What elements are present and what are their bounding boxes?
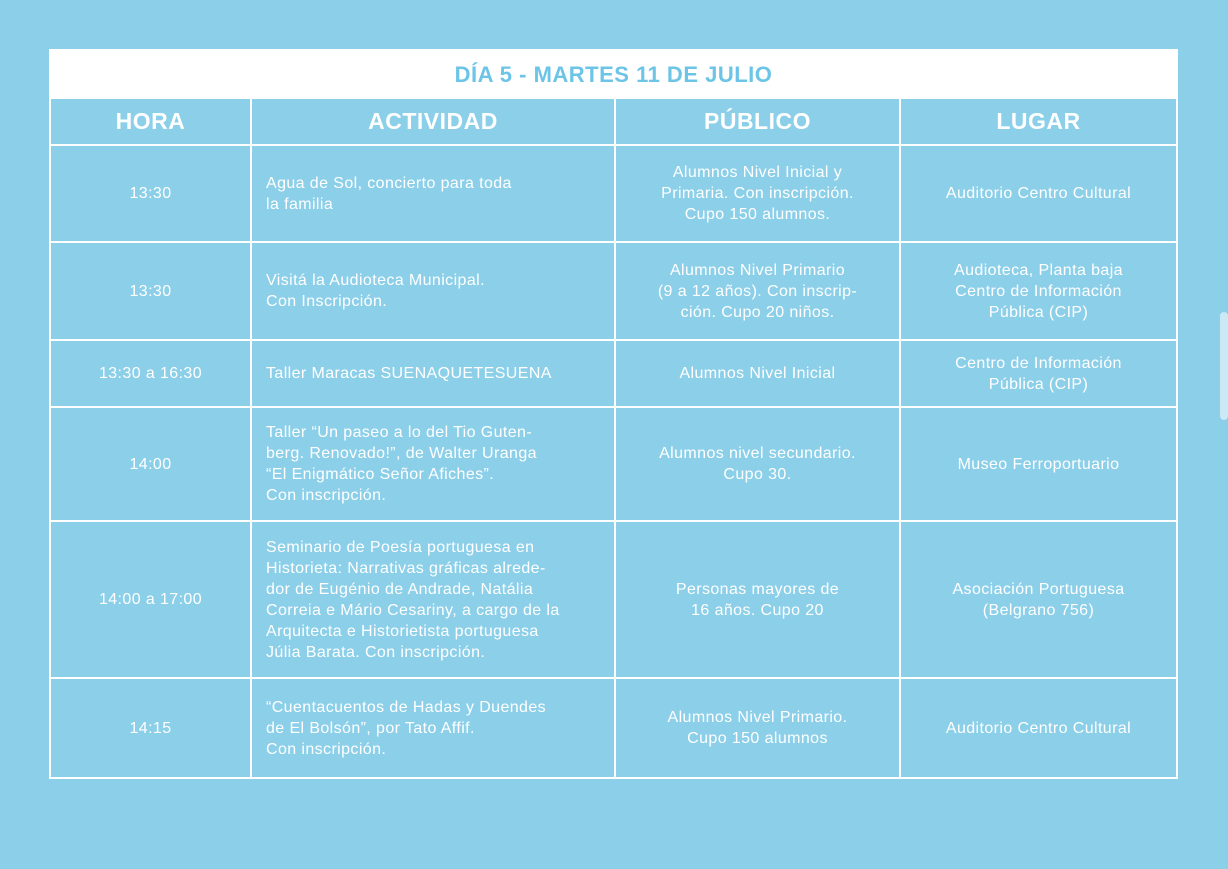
table-row [51,145,1176,242]
cell-actividad-line: Seminario de Poesía portuguesa en [266,538,535,556]
cell-actividad-line: berg. Renovado!”, de Walter Uranga [266,445,537,462]
table-row [51,678,1176,777]
cell-publico [615,521,900,678]
schedule-table-container [49,49,1178,779]
cell-actividad [251,678,615,777]
cell-lugar-line: Centro de Información [955,354,1122,372]
cell-publico-line: 16 años. Cupo 20 [691,601,824,619]
cell-actividad-line: Taller Maracas SUENAQUETESUENA [266,365,552,382]
cell-actividad-line: de El Bolsón”, por Tato Affif. [266,719,475,737]
cell-actividad-line: Taller “Un paseo a lo del Tio Guten- [266,424,533,441]
cell-lugar [900,242,1176,340]
cell-actividad [251,145,615,242]
cell-publico-line: Cupo 150 alumnos [687,730,828,747]
cell-actividad [251,340,615,407]
cell-publico [615,145,900,242]
cell-lugar-line: Auditorio Centro Cultural [945,185,1132,202]
cell-lugar-line: Audioteca, Planta baja [954,261,1123,279]
cell-lugar-line: Pública (CIP) [988,375,1089,393]
cell-lugar-line: Auditorio Centro Cultural [945,719,1132,737]
cell-actividad [251,242,615,340]
cell-actividad-line: Agua de Sol, concierto para toda [266,174,512,192]
cell-hora: 14:00 [51,407,251,521]
header-lugar: LUGAR [900,99,1176,145]
cell-publico-line: Primaria. Con inscripción. [661,185,854,202]
cell-actividad-line: Arquitecta e Historietista portuguesa [266,622,539,640]
cell-hora: 14:15 [51,678,251,777]
cell-lugar [900,340,1176,407]
cell-lugar-line: Centro de Información [955,282,1122,300]
cell-actividad [251,407,615,521]
cell-lugar [900,678,1176,777]
header-hora: HORA [51,99,251,145]
table-row [51,407,1176,521]
cell-lugar [900,145,1176,242]
cell-hora: 13:30 [51,242,251,340]
cell-actividad-line: Con inscripción. [266,487,387,504]
header-row [51,99,1176,145]
cell-actividad-line: Con inscripción. [266,740,387,758]
cell-actividad-line: la familia [266,195,334,213]
cell-publico-line: Alumnos nivel secundario. [659,445,856,462]
header-actividad: ACTIVIDAD [251,99,615,145]
schedule-table [51,99,1176,777]
cell-hora: 13:30 [51,145,251,242]
cell-publico-line: Alumnos Nivel Inicial [679,365,836,382]
cell-publico-line: (9 a 12 años). Con inscrip- [657,282,858,300]
cell-publico-line: Alumnos Nivel Primario [669,261,846,279]
cell-lugar-line: Asociación Portuguesa [952,580,1125,598]
table-row [51,242,1176,340]
cell-actividad-line: Historieta: Narrativas gráficas alrede- [266,559,546,577]
scrollbar[interactable] [1220,312,1228,420]
cell-actividad-line: “El Enigmático Señor Afiches”. [266,466,495,483]
cell-publico-line: Alumnos Nivel Primario. [667,709,848,726]
cell-hora: 14:00 a 17:00 [51,521,251,678]
cell-lugar-line: Museo Ferroportuario [957,455,1120,473]
cell-actividad [251,521,615,678]
cell-hora: 13:30 a 16:30 [51,340,251,407]
cell-publico-line: ción. Cupo 20 niños. [680,303,835,321]
cell-actividad-line: Correia e Mário Cesariny, a cargo de la [266,601,560,619]
cell-lugar [900,407,1176,521]
cell-publico-line: Personas mayores de [675,580,840,598]
cell-publico [615,407,900,521]
cell-publico-line: Cupo 150 alumnos. [684,206,831,223]
cell-publico [615,340,900,407]
cell-publico [615,242,900,340]
cell-actividad-line: “Cuentacuentos de Hadas y Duendes [266,698,547,716]
cell-actividad-line: Con Inscripción. [266,293,388,310]
table-row [51,521,1176,678]
cell-publico-line: Alumnos Nivel Inicial y [672,164,843,181]
cell-actividad-line: dor de Eugénio de Andrade, Natália [266,580,534,598]
day-title: DÍA 5 - MARTES 11 DE JULIO [51,51,1176,99]
cell-publico [615,678,900,777]
cell-actividad-line: Júlia Barata. Con inscripción. [266,643,486,661]
cell-publico-line: Cupo 30. [723,466,792,483]
cell-lugar [900,521,1176,678]
cell-lugar-line: Pública (CIP) [988,303,1089,321]
table-row [51,340,1176,407]
cell-lugar-line: (Belgrano 756) [982,601,1095,619]
cell-actividad-line: Visitá la Audioteca Municipal. [266,272,485,289]
header-publico: PÚBLICO [615,99,900,145]
